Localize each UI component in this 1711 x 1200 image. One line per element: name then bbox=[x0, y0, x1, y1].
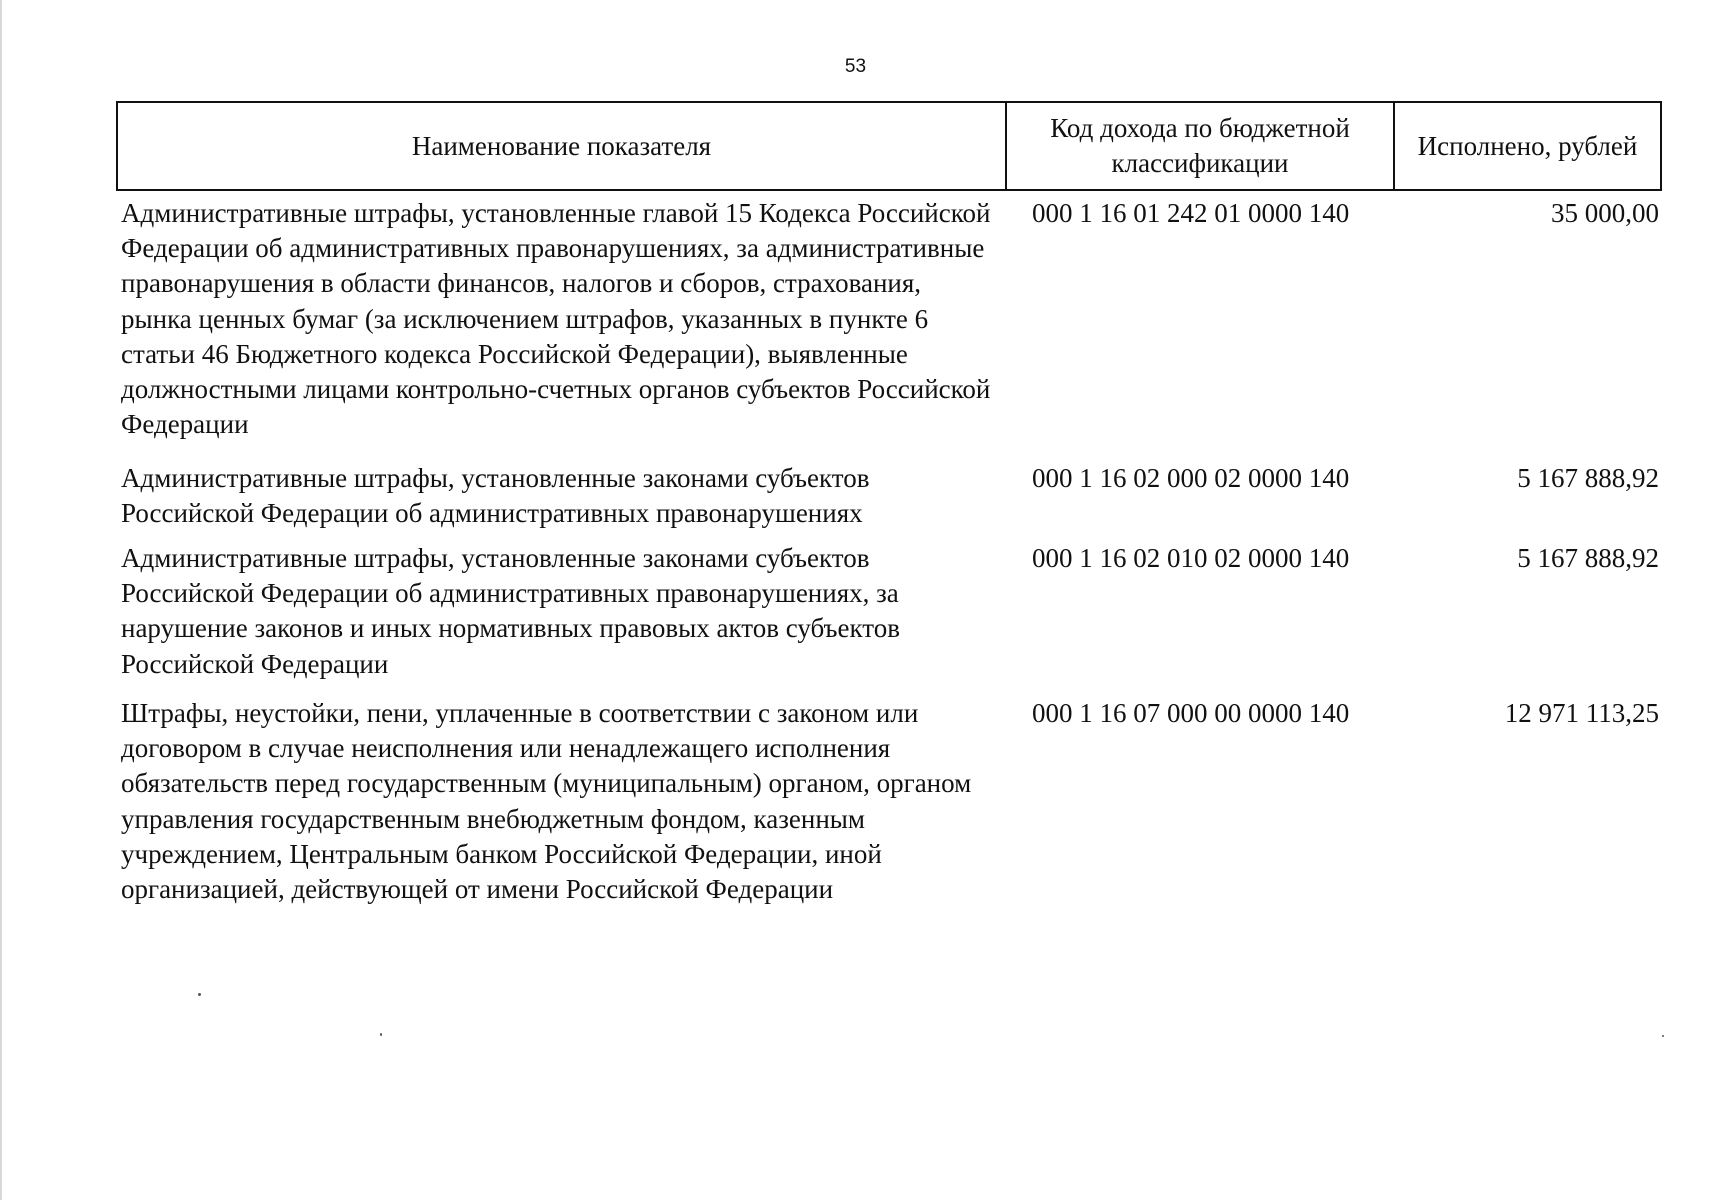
indicator-name-cell: Административные штрафы, установленные законами субъектов Российской Федерации об административных правонарушениях, за нарушение законов и иных нормативных правовых актов субъектов Российской Федерации bbox=[121, 543, 900, 679]
table-row bbox=[117, 190, 1661, 456]
indicator-name-cell: Штрафы, неустойки, пени, уплаченные в соответствии с законом или договором в случае неисполнения или ненадлежащего исполнения обязательств перед государственным (муниципальным) органом, органом управления государственным внебюджетным фондом, казенным учреждением, Центральным банком Российской Федерации, иной организацией, действующей от имени Российской Федерации bbox=[121, 698, 972, 905]
scan-speck bbox=[1662, 1035, 1664, 1037]
table-row bbox=[117, 456, 1661, 536]
header-income-code: Код дохода по бюджетной классификации bbox=[1006, 102, 1394, 190]
income-code-cell: 000 1 16 01 242 01 0000 140 bbox=[1032, 198, 1350, 228]
indicator-name-cell: Административные штрафы, установленные законами субъектов Российской Федерации об административных правонарушениях bbox=[121, 463, 870, 529]
header-indicator-name: Наименование показателя bbox=[117, 102, 1006, 190]
executed-amount-cell: 35 000,00 bbox=[1551, 198, 1659, 228]
scan-speck bbox=[380, 1033, 382, 1036]
income-code-cell: 000 1 16 07 000 00 0000 140 bbox=[1032, 698, 1350, 728]
income-table bbox=[116, 101, 1662, 907]
income-code-cell: 000 1 16 02 000 02 0000 140 bbox=[1032, 463, 1350, 493]
scan-speck bbox=[198, 993, 201, 996]
executed-amount-cell: 12 971 113,25 bbox=[1504, 698, 1659, 728]
table-row bbox=[117, 691, 1661, 907]
income-code-cell: 000 1 16 02 010 02 0000 140 bbox=[1032, 543, 1350, 573]
table-row bbox=[117, 536, 1661, 691]
indicator-name-cell: Административные штрафы, установленные главой 15 Кодекса Российской Федерации об административных правонарушениях, за административные правонарушения в области финансов, налогов и сборов, страхования, рынка ценных бумаг (за исключением штрафов, указанных в пункте 6 статьи 46 Бюджетного кодекса Российской Федерации), выявленные должностными лицами контрольно-счетных органов субъектов Российской Федерации bbox=[121, 198, 991, 440]
page-number: 53 bbox=[844, 56, 867, 77]
executed-amount-cell: 5 167 888,92 bbox=[1517, 543, 1659, 573]
scan-edge-line bbox=[0, 0, 2, 1200]
executed-amount-cell: 5 167 888,92 bbox=[1517, 463, 1659, 493]
table-header-row bbox=[117, 102, 1661, 190]
header-executed-amount: Исполнено, рублей bbox=[1394, 102, 1661, 190]
